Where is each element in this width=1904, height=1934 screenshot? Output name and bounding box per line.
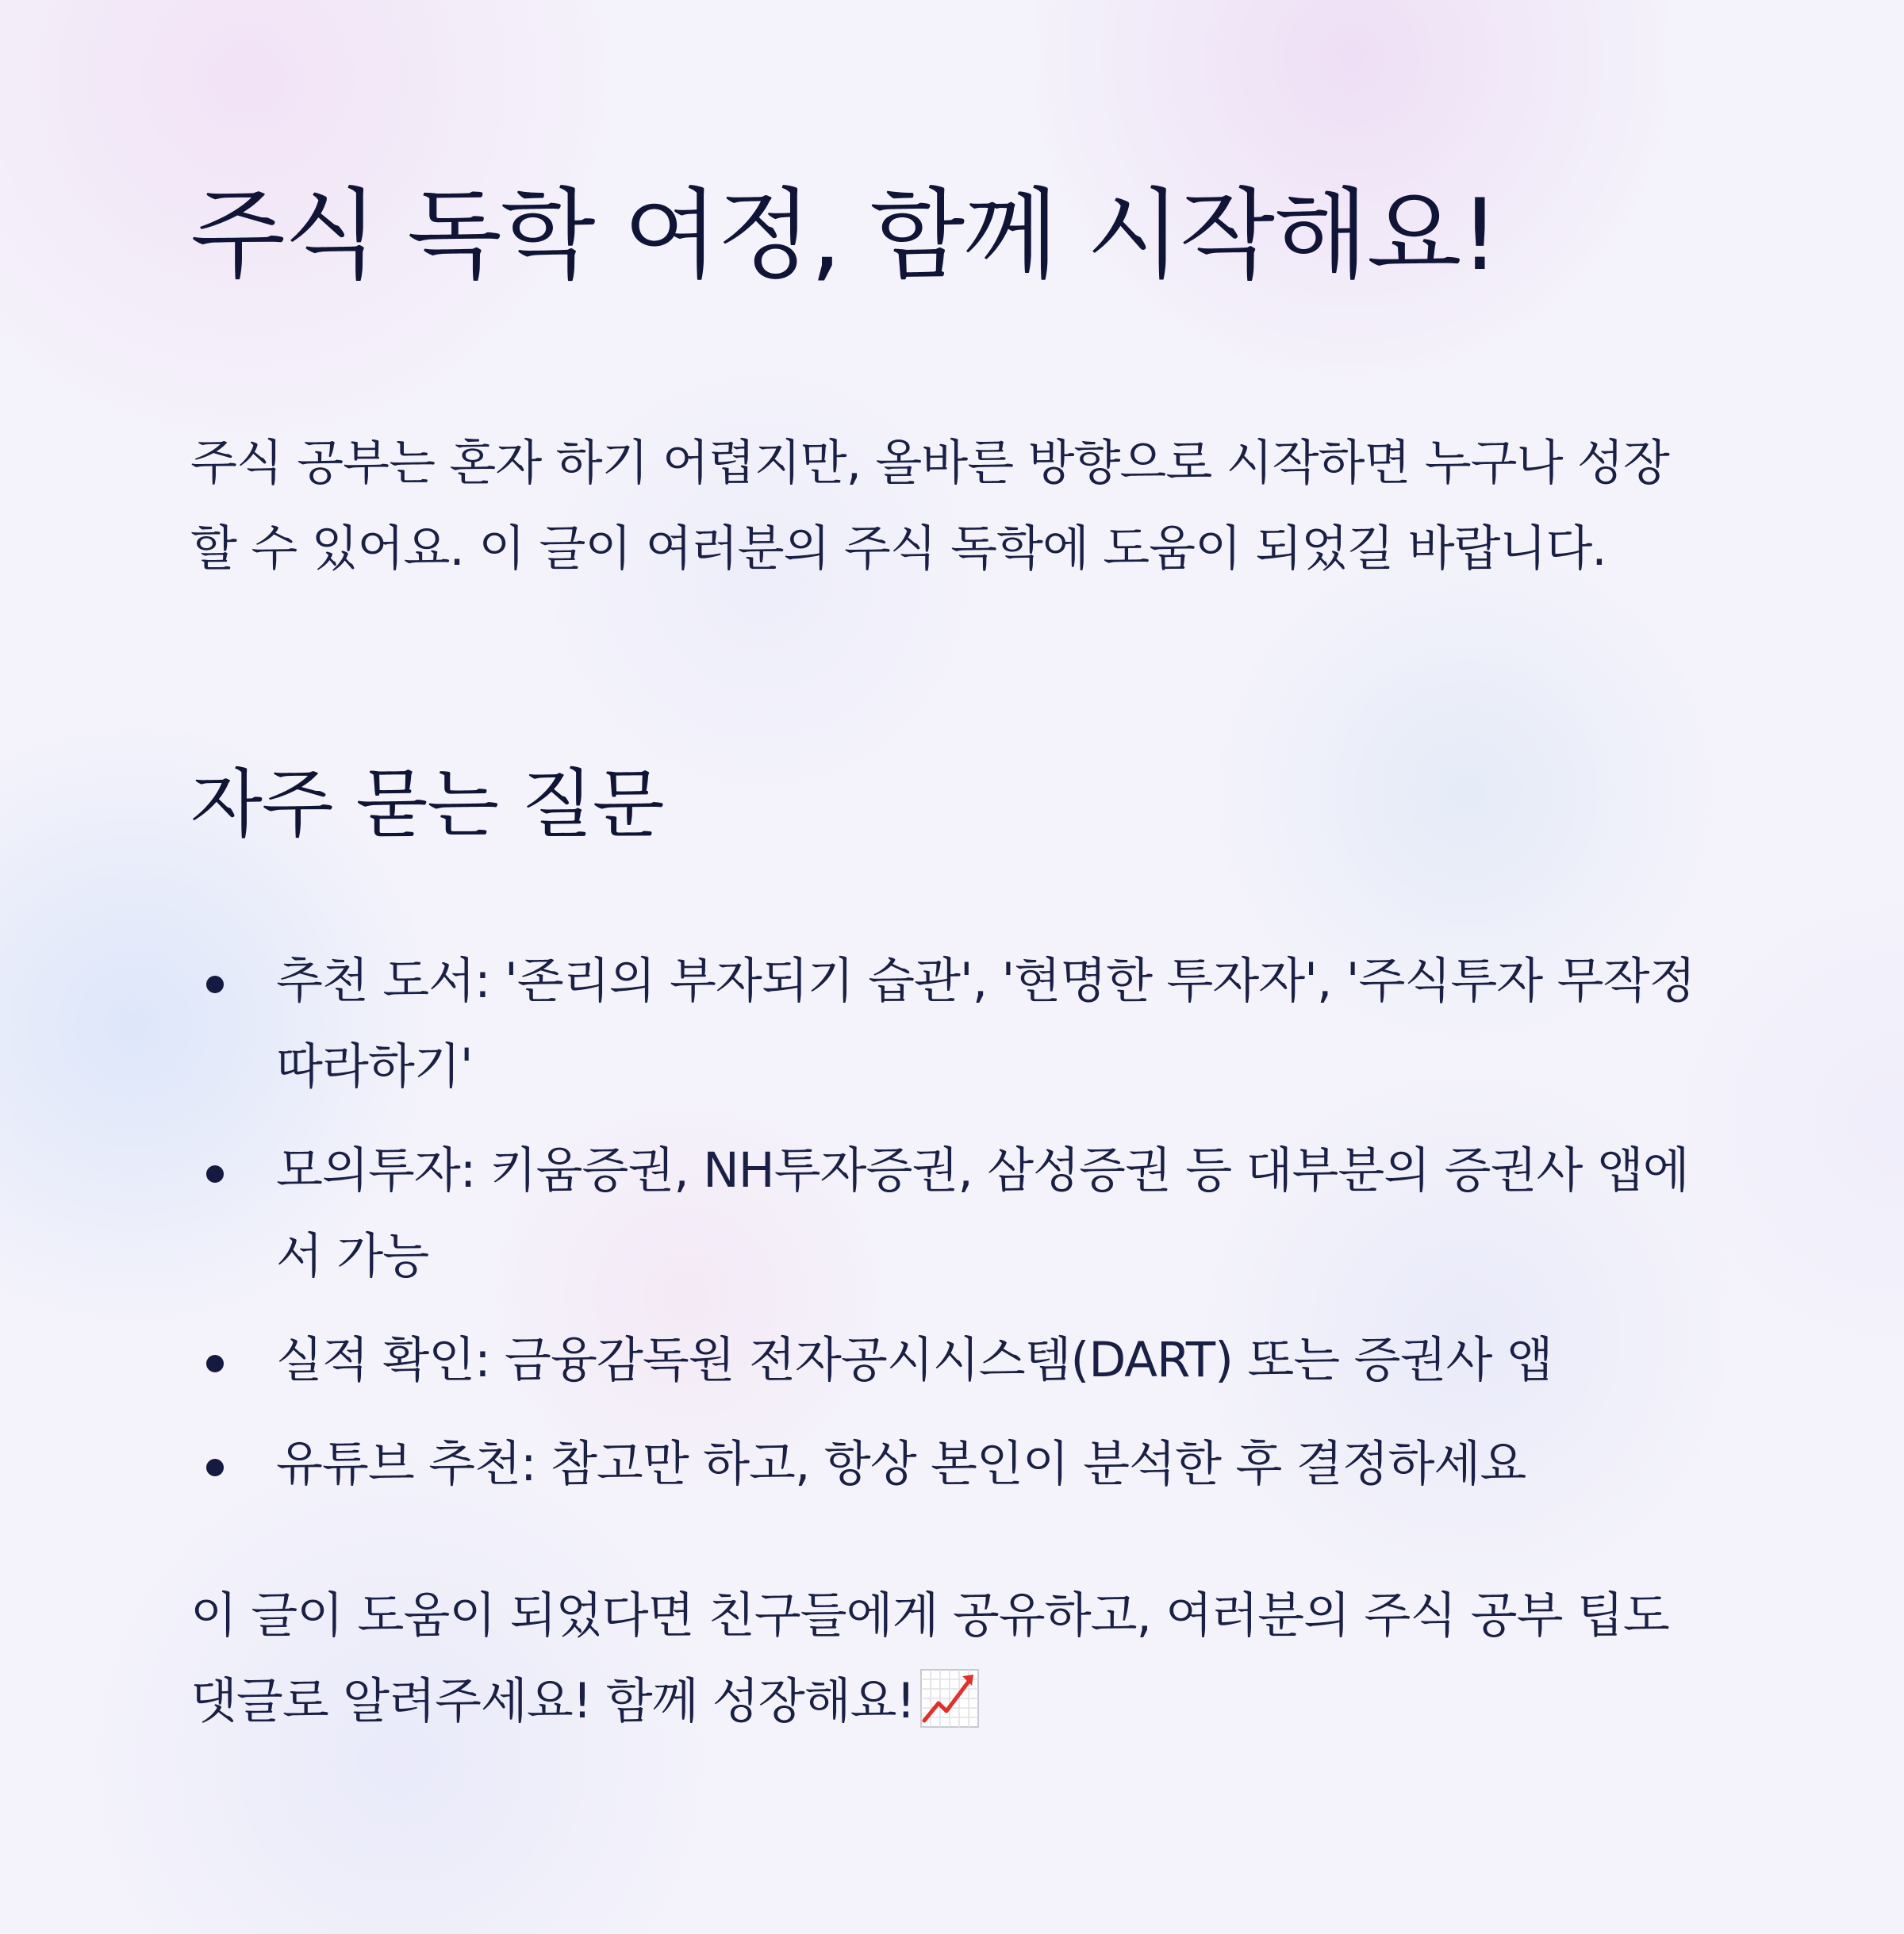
faq-item-text: 유튜브 추천: 참고만 하고, 항상 본인이 분석한 후 결정하세요 bbox=[276, 1436, 1526, 1492]
faq-item-text: 추천 도서: '존리의 부자되기 습관', '현명한 투자자', '주식투자 무작정 따라하기' bbox=[276, 953, 1695, 1095]
closing-paragraph bbox=[190, 1573, 1714, 1744]
faq-item-text: 모의투자: 키움증권, NH투자증권, 삼성증권 등 대부분의 증권사 앱에서 가능 bbox=[276, 1142, 1689, 1284]
faq-item-youtube bbox=[190, 1422, 1729, 1507]
page-title: 주식 독학 여정, 함께 시작해요! bbox=[190, 178, 1499, 293]
chart-increasing-icon bbox=[919, 1668, 980, 1729]
faq-item-mock-investing bbox=[190, 1128, 1729, 1299]
faq-item-recommended-books bbox=[190, 938, 1729, 1110]
faq-item-text: 실적 확인: 금융감독원 전자공시시스템(DART) 또는 증권사 앱 bbox=[276, 1332, 1553, 1388]
closing-text: 이 글이 도움이 되었다면 친구들에게 공유하고, 여러분의 주식 공부 팁도 댓글로 알려주세요! 함께 성장해요! bbox=[190, 1587, 1669, 1729]
intro-paragraph: 주식 공부는 혼자 하기 어렵지만, 올바른 방향으로 시작하면 누구나 성장할 수 있어요. 이 글이 여러분의 주식 독학에 도움이 되었길 바랍니다. bbox=[190, 435, 1669, 577]
bullet-icon bbox=[206, 1355, 224, 1372]
bullet-icon bbox=[206, 1165, 224, 1183]
faq-list bbox=[190, 938, 1729, 1525]
faq-item-earnings-check bbox=[190, 1318, 1729, 1403]
faq-heading: 자주 묻는 질문 bbox=[190, 762, 664, 848]
bullet-icon bbox=[206, 976, 224, 993]
bullet-icon bbox=[206, 1459, 224, 1476]
